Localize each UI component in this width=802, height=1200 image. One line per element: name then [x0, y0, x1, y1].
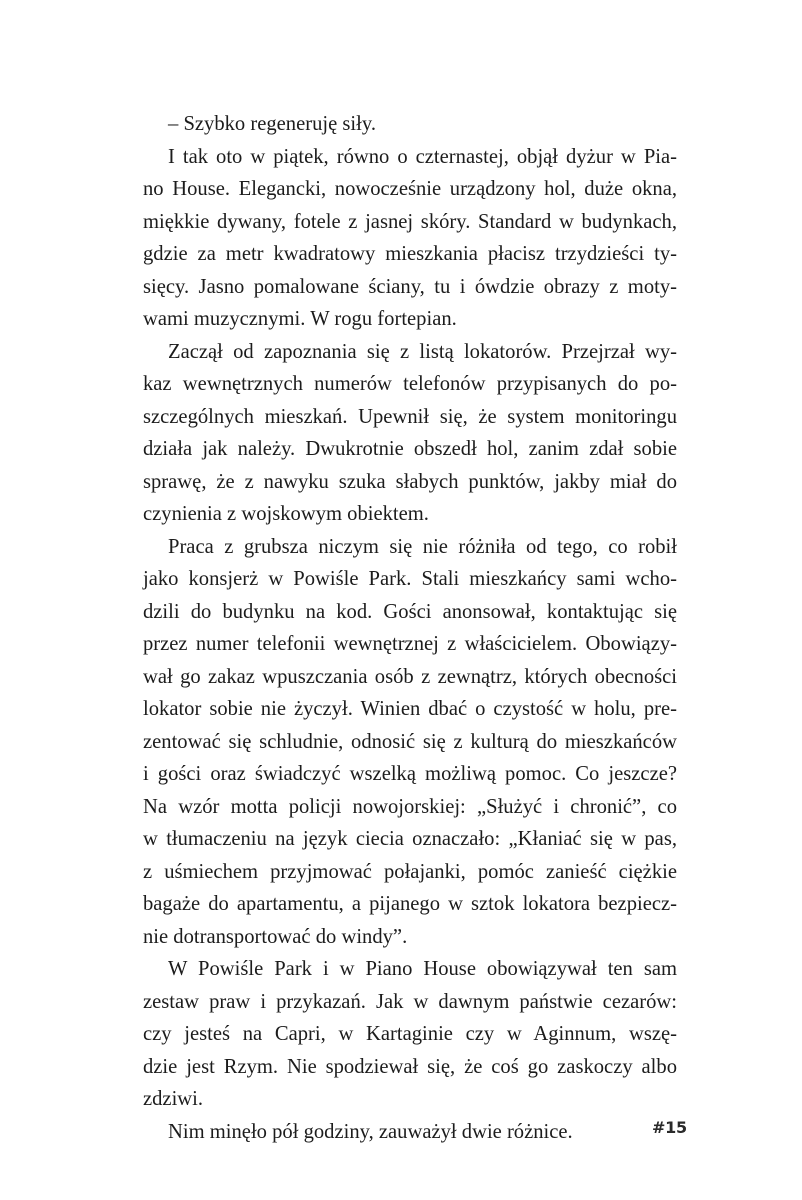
text-line: czynienia z wojskowym obiektem. — [143, 503, 429, 525]
text-line: szczególnych mieszkań. Upewnił się, że system monitoringu — [143, 405, 677, 428]
text-line: zestaw praw i przykazań. Jak w dawnym państwie cezarów: — [143, 990, 677, 1013]
text-line: wami muzycznymi. W rogu fortepian. — [143, 308, 457, 330]
text-line: wał go zakaz wpuszczania osób z zewnątrz, których obecności — [143, 665, 677, 688]
text-line: i gości oraz świadczyć wszelką możliwą pomoc. Co jeszcze? — [143, 763, 677, 785]
text-line: przez numer telefonii wewnętrznej z właścicielem. Obowiązy- — [143, 633, 677, 655]
text-line: sięcy. Jasno pomalowane ściany, tu i ówdzie obrazy z moty- — [143, 275, 677, 298]
text-line: w tłumaczeniu na język ciecia oznaczało: „Kłaniać się w pas, — [143, 828, 677, 850]
text-line: no House. Elegancki, nowocześnie urządzony hol, duże okna, — [143, 178, 677, 200]
text-line: Na wzór motta policji nowojorskiej: „Służyć i chronić”, co — [143, 795, 677, 818]
body-text — [143, 108, 677, 1148]
page-number: #15 — [652, 1118, 687, 1137]
text-line: dzie jest Rzym. Nie spodziewał się, że coś go zaskoczy albo — [143, 1055, 677, 1078]
text-line: sprawę, że z nawyku szuka słabych punktów, jakby miał do — [143, 470, 677, 493]
text-line: Praca z grubsza niczym się nie różniła od tego, co robił — [168, 535, 677, 558]
text-line: W Powiśle Park i w Piano House obowiązywał ten sam — [168, 958, 677, 980]
text-line: bagaże do apartamentu, a pijanego w sztok lokatora bezpiecz- — [143, 893, 677, 915]
text-line: jako konsjerż w Powiśle Park. Stali mieszkańcy sami wcho- — [143, 568, 677, 590]
text-line: I tak oto w piątek, równo o czternastej, objął dyżur w Pia- — [168, 145, 677, 168]
text-line: – Szybko regeneruję siły. — [168, 113, 376, 135]
text-line: kaz wewnętrznych numerów telefonów przypisanych do po- — [143, 373, 677, 395]
text-line: czy jesteś na Capri, w Kartaginie czy w Aginnum, wszę- — [143, 1023, 677, 1045]
text-line: Nim minęło pół godziny, zauważył dwie różnice. — [168, 1120, 573, 1143]
text-line: Zaczął od zapoznania się z listą lokatorów. Przejrzał wy- — [168, 340, 677, 363]
text-line: dzili do budynku na kod. Gości anonsował, kontaktując się — [143, 600, 677, 623]
text-line: lokator sobie nie życzył. Winien dbać o czystość w holu, pre- — [143, 698, 677, 720]
text-line: działa jak należy. Dwukrotnie obszedł hol, zanim zdał sobie — [143, 438, 677, 460]
text-line: nie dotransportować do windy”. — [143, 925, 408, 948]
text-line: zentować się schludnie, odnosić się z kulturą do mieszkańców — [143, 730, 677, 753]
text-line: zdziwi. — [143, 1088, 204, 1110]
text-line: z uśmiechem przyjmować połajanki, pomóc zanieść ciężkie — [143, 860, 677, 883]
text-line: miękkie dywany, fotele z jasnej skóry. Standard w budynkach, — [143, 210, 677, 233]
text-line: gdzie za metr kwadratowy mieszkania płacisz trzydzieści ty- — [143, 243, 677, 265]
